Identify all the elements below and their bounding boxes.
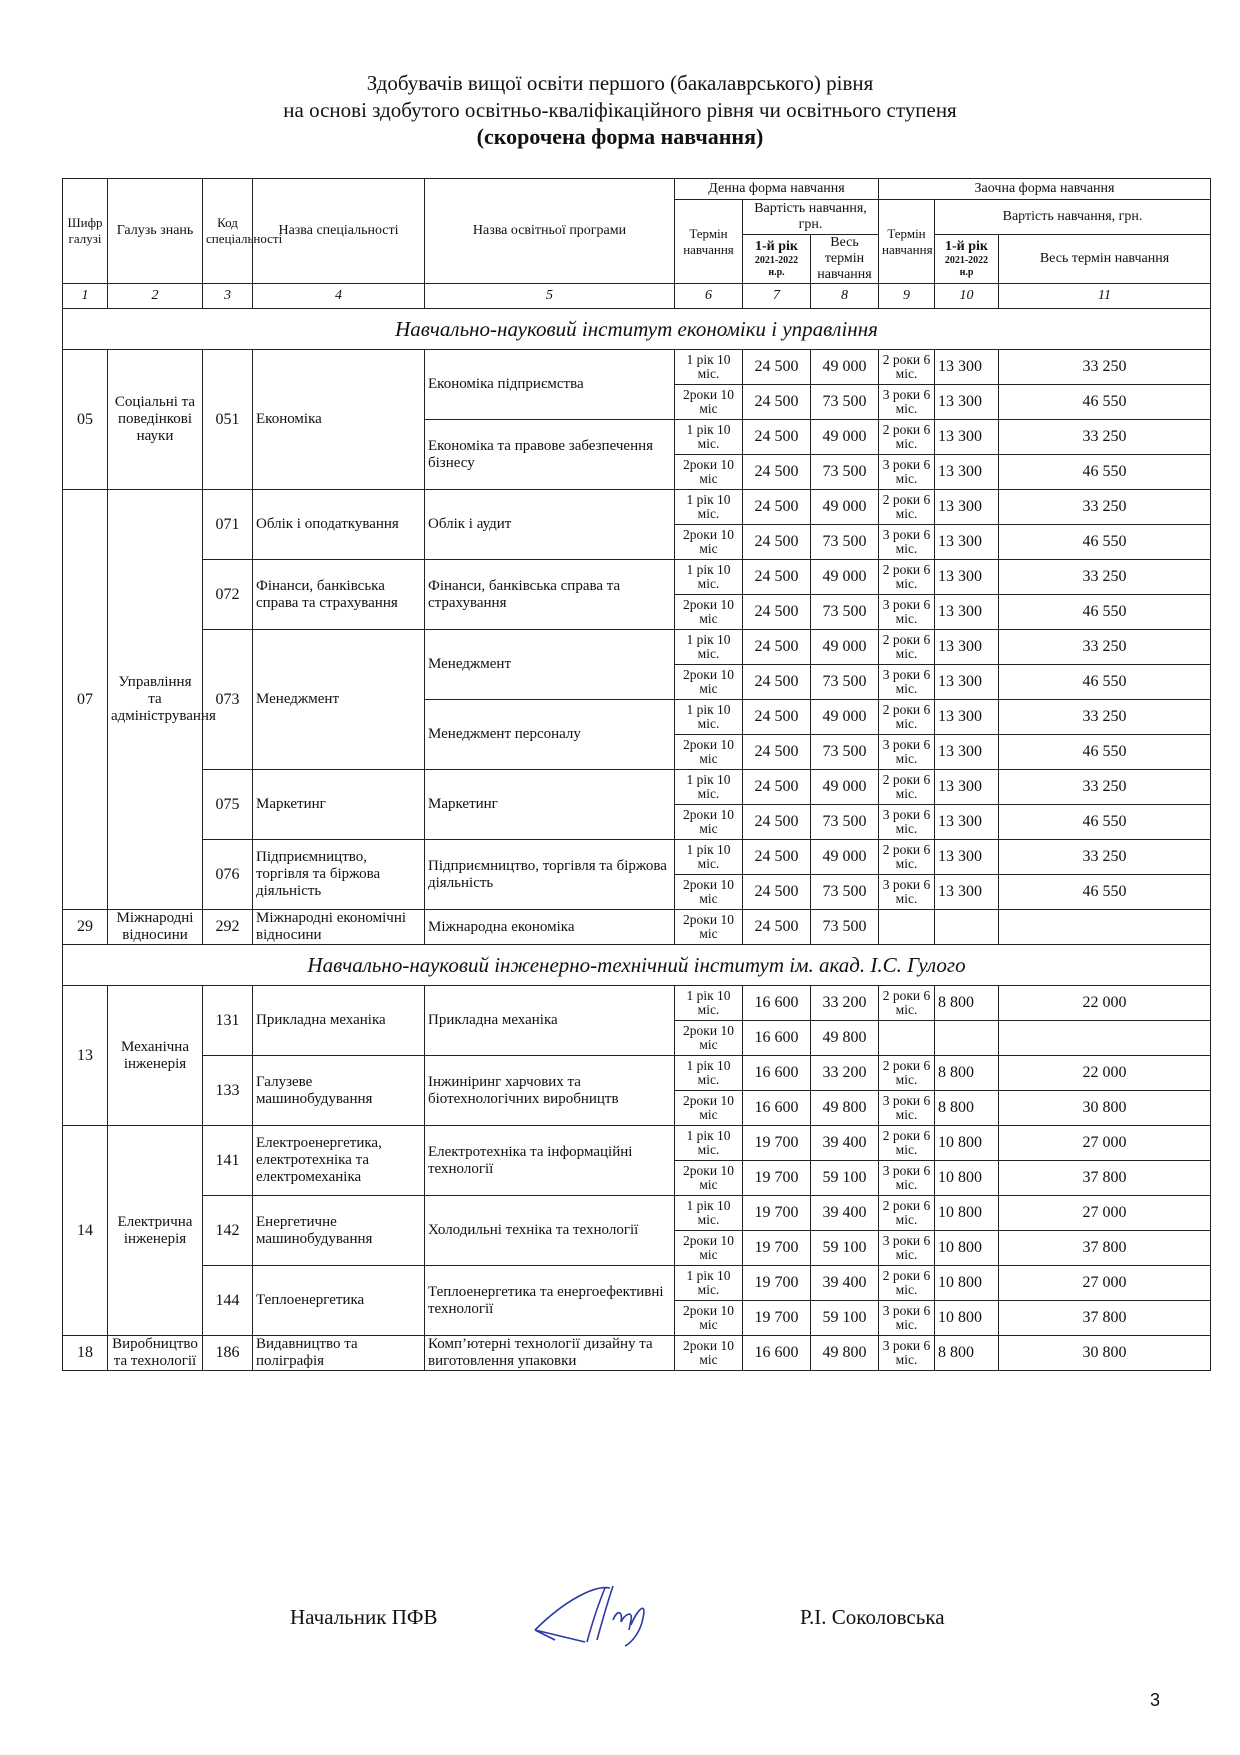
ext-full-cost: 27 000 xyxy=(999,1126,1211,1161)
field-code: 18 xyxy=(63,1336,108,1371)
ext-first-year-cost: 10 800 xyxy=(935,1231,999,1266)
field-name: Електрична інженерія xyxy=(108,1126,203,1336)
ext-term: 2 роки 6 міс. xyxy=(879,560,935,595)
day-first-year-cost: 19 700 xyxy=(743,1266,811,1301)
day-term: 1 рік 10 міс. xyxy=(675,1126,743,1161)
day-full-cost: 49 800 xyxy=(811,1336,879,1371)
day-full-cost: 73 500 xyxy=(811,735,879,770)
table-row xyxy=(63,1336,1211,1371)
doc-title-line2: на основі здобутого освітньо-кваліфікаційного рівня чи освітнього ступеня xyxy=(283,98,957,122)
col-spec-code: Код спеціальності xyxy=(203,179,253,284)
col-day-first-year: 1-й рік 2021-2022 н.р. xyxy=(743,235,811,284)
col-extramural-form: Заочна форма навчання xyxy=(879,179,1211,200)
col-ext-first-year: 1-й рік 2021-2022 н.р xyxy=(935,235,999,284)
ext-full-cost: 37 800 xyxy=(999,1231,1211,1266)
specialty-code: 072 xyxy=(203,560,253,630)
day-first-year-cost: 24 500 xyxy=(743,770,811,805)
day-term: 2роки 10 міс xyxy=(675,525,743,560)
day-first-year-cost: 24 500 xyxy=(743,910,811,945)
ext-term: 3 роки 6 міс. xyxy=(879,875,935,910)
ext-term: 2 роки 6 міс. xyxy=(879,1056,935,1091)
day-term: 1 рік 10 міс. xyxy=(675,560,743,595)
field-code: 29 xyxy=(63,910,108,945)
ext-full-cost: 33 250 xyxy=(999,840,1211,875)
table-row xyxy=(63,1196,1211,1231)
day-full-cost: 59 100 xyxy=(811,1231,879,1266)
program-name: Прикладна механіка xyxy=(425,986,675,1056)
day-first-year-cost: 24 500 xyxy=(743,385,811,420)
day-first-year-cost: 24 500 xyxy=(743,665,811,700)
tuition-table xyxy=(62,178,1211,1371)
specialty-name: Прикладна механіка xyxy=(253,986,425,1056)
program-name: Маркетинг xyxy=(425,770,675,840)
day-full-cost: 73 500 xyxy=(811,595,879,630)
specialty-name: Електроенергетика, електротехніка та електромеханіка xyxy=(253,1126,425,1196)
ext-full-cost: 46 550 xyxy=(999,805,1211,840)
col-ext-full-term: Весь термін навчання xyxy=(999,235,1211,284)
day-full-cost: 33 200 xyxy=(811,986,879,1021)
program-name: Холодильні техніка та технології xyxy=(425,1196,675,1266)
table-row xyxy=(63,1126,1211,1161)
day-term: 2роки 10 міс xyxy=(675,910,743,945)
ext-full-cost: 33 250 xyxy=(999,560,1211,595)
ext-term: 2 роки 6 міс. xyxy=(879,350,935,385)
day-first-year-cost: 24 500 xyxy=(743,455,811,490)
day-first-year-cost: 24 500 xyxy=(743,840,811,875)
day-term: 2роки 10 міс xyxy=(675,735,743,770)
ext-term: 3 роки 6 міс. xyxy=(879,805,935,840)
ext-term: 2 роки 6 міс. xyxy=(879,700,935,735)
specialty-code: 292 xyxy=(203,910,253,945)
ext-first-year-cost: 8 800 xyxy=(935,986,999,1021)
program-name: Комп’ютерні технології дизайну та виготовлення упаковки xyxy=(425,1336,675,1371)
day-full-cost: 39 400 xyxy=(811,1266,879,1301)
ext-first-year-cost: 13 300 xyxy=(935,420,999,455)
day-first-year-cost: 24 500 xyxy=(743,700,811,735)
ext-full-cost: 27 000 xyxy=(999,1266,1211,1301)
col-day-cost: Вартість навчання, грн. xyxy=(743,200,879,235)
ext-first-year-cost: 10 800 xyxy=(935,1266,999,1301)
day-first-year-cost: 24 500 xyxy=(743,805,811,840)
ext-first-year-cost: 13 300 xyxy=(935,875,999,910)
day-full-cost: 39 400 xyxy=(811,1196,879,1231)
table-row xyxy=(63,490,1211,525)
day-full-cost: 59 100 xyxy=(811,1301,879,1336)
specialty-name: Менеджмент xyxy=(253,630,425,770)
day-first-year-cost: 16 600 xyxy=(743,1336,811,1371)
specialty-code: 186 xyxy=(203,1336,253,1371)
day-first-year-cost: 16 600 xyxy=(743,1091,811,1126)
day-full-cost: 39 400 xyxy=(811,1126,879,1161)
col-day-form: Денна форма навчання xyxy=(675,179,879,200)
day-first-year-cost: 24 500 xyxy=(743,875,811,910)
institute-row xyxy=(63,945,1211,986)
ext-first-year-cost xyxy=(935,1021,999,1056)
specialty-code: 144 xyxy=(203,1266,253,1336)
ext-full-cost xyxy=(999,1021,1211,1056)
program-name: Менеджмент xyxy=(425,630,675,700)
day-term: 1 рік 10 міс. xyxy=(675,1196,743,1231)
col-ext-cost: Вартість навчання, грн. xyxy=(935,200,1211,235)
ext-full-cost: 33 250 xyxy=(999,770,1211,805)
ext-full-cost: 30 800 xyxy=(999,1091,1211,1126)
col-ext-term: Термін навчання xyxy=(879,200,935,284)
table-row xyxy=(63,910,1211,945)
ext-first-year-cost: 8 800 xyxy=(935,1091,999,1126)
day-first-year-cost: 19 700 xyxy=(743,1126,811,1161)
table-body xyxy=(63,309,1211,1371)
table-header xyxy=(63,179,1211,309)
ext-full-cost: 46 550 xyxy=(999,875,1211,910)
ext-first-year-cost: 13 300 xyxy=(935,560,999,595)
col-field-name: Галузь знань xyxy=(108,179,203,284)
col-day-term: Термін навчання xyxy=(675,200,743,284)
day-first-year-cost: 16 600 xyxy=(743,1021,811,1056)
ext-first-year-cost: 10 800 xyxy=(935,1301,999,1336)
table-row xyxy=(63,986,1211,1021)
ext-term: 2 роки 6 міс. xyxy=(879,490,935,525)
ext-first-year-cost: 13 300 xyxy=(935,525,999,560)
day-first-year-cost: 16 600 xyxy=(743,986,811,1021)
ext-first-year-cost: 10 800 xyxy=(935,1161,999,1196)
ext-full-cost: 33 250 xyxy=(999,420,1211,455)
day-term: 2роки 10 міс xyxy=(675,595,743,630)
day-first-year-cost: 19 700 xyxy=(743,1196,811,1231)
ext-first-year-cost: 13 300 xyxy=(935,490,999,525)
day-term: 2роки 10 міс xyxy=(675,455,743,490)
ext-term: 3 роки 6 міс. xyxy=(879,735,935,770)
day-term: 2роки 10 міс xyxy=(675,665,743,700)
day-term: 1 рік 10 міс. xyxy=(675,986,743,1021)
day-first-year-cost: 24 500 xyxy=(743,525,811,560)
ext-full-cost: 33 250 xyxy=(999,350,1211,385)
ext-full-cost: 46 550 xyxy=(999,595,1211,630)
specialty-name: Фінанси, банківська справа та страхування xyxy=(253,560,425,630)
program-name: Інжиніринг харчових та біотехнологічних виробництв xyxy=(425,1056,675,1126)
specialty-name: Галузеве машинобудування xyxy=(253,1056,425,1126)
day-full-cost: 49 000 xyxy=(811,630,879,665)
day-first-year-cost: 24 500 xyxy=(743,630,811,665)
institute-name: Навчально-науковий інститут економіки і управління xyxy=(63,309,1211,350)
day-full-cost: 73 500 xyxy=(811,525,879,560)
day-term: 2роки 10 міс xyxy=(675,385,743,420)
day-first-year-cost: 24 500 xyxy=(743,560,811,595)
ext-full-cost: 46 550 xyxy=(999,525,1211,560)
ext-term: 3 роки 6 міс. xyxy=(879,1161,935,1196)
ext-first-year-cost: 8 800 xyxy=(935,1056,999,1091)
specialty-code: 133 xyxy=(203,1056,253,1126)
ext-full-cost: 46 550 xyxy=(999,735,1211,770)
day-full-cost: 49 800 xyxy=(811,1021,879,1056)
ext-term: 2 роки 6 міс. xyxy=(879,420,935,455)
ext-first-year-cost: 13 300 xyxy=(935,630,999,665)
day-term: 2роки 10 міс xyxy=(675,1091,743,1126)
day-term: 2роки 10 міс xyxy=(675,875,743,910)
specialty-name: Економіка xyxy=(253,350,425,490)
ext-full-cost: 33 250 xyxy=(999,630,1211,665)
ext-first-year-cost: 13 300 xyxy=(935,385,999,420)
specialty-code: 141 xyxy=(203,1126,253,1196)
ext-first-year-cost: 8 800 xyxy=(935,1336,999,1371)
program-name: Облік і аудит xyxy=(425,490,675,560)
day-full-cost: 73 500 xyxy=(811,665,879,700)
ext-full-cost: 33 250 xyxy=(999,700,1211,735)
page-number: 3 xyxy=(1150,1690,1161,1710)
ext-first-year-cost: 10 800 xyxy=(935,1126,999,1161)
ext-term: 3 роки 6 міс. xyxy=(879,1231,935,1266)
specialty-name: Маркетинг xyxy=(253,770,425,840)
field-code: 07 xyxy=(63,490,108,910)
ext-term: 2 роки 6 міс. xyxy=(879,840,935,875)
institute-row xyxy=(63,309,1211,350)
specialty-code: 073 xyxy=(203,630,253,770)
day-term: 1 рік 10 міс. xyxy=(675,630,743,665)
day-full-cost: 49 000 xyxy=(811,840,879,875)
table-row xyxy=(63,1266,1211,1301)
ext-first-year-cost: 13 300 xyxy=(935,840,999,875)
day-full-cost: 49 000 xyxy=(811,700,879,735)
program-name: Менеджмент персоналу xyxy=(425,700,675,770)
table-row xyxy=(63,840,1211,875)
day-term: 1 рік 10 міс. xyxy=(675,420,743,455)
field-name: Управління та адміністрування xyxy=(108,490,203,910)
program-name: Економіка підприємства xyxy=(425,350,675,420)
ext-full-cost: 46 550 xyxy=(999,665,1211,700)
doc-title-line3: (скорочена форма навчання) xyxy=(476,124,764,149)
specialty-name: Теплоенергетика xyxy=(253,1266,425,1336)
ext-term: 3 роки 6 міс. xyxy=(879,1336,935,1371)
specialty-name: Видавництво та поліграфія xyxy=(253,1336,425,1371)
program-name: Електротехніка та інформаційні технології xyxy=(425,1126,675,1196)
day-term: 2роки 10 міс xyxy=(675,805,743,840)
program-name: Підприємництво, торгівля та біржова діяльність xyxy=(425,840,675,910)
table-row xyxy=(63,630,1211,665)
ext-first-year-cost: 13 300 xyxy=(935,350,999,385)
institute-name: Навчально-науковий інженерно-технічний інститут ім. акад. І.С. Гулого xyxy=(63,945,1211,986)
day-term: 1 рік 10 міс. xyxy=(675,840,743,875)
table-row xyxy=(63,560,1211,595)
ext-full-cost: 46 550 xyxy=(999,385,1211,420)
column-numbers-row: 1 2 3 4 5 6 7 8 9 10 11 xyxy=(63,284,1211,309)
day-term: 2роки 10 міс xyxy=(675,1336,743,1371)
field-name: Виробництво та технології xyxy=(108,1336,203,1371)
field-code: 13 xyxy=(63,986,108,1126)
day-full-cost: 33 200 xyxy=(811,1056,879,1091)
ext-full-cost: 30 800 xyxy=(999,1336,1211,1371)
ext-term: 2 роки 6 міс. xyxy=(879,986,935,1021)
ext-first-year-cost: 13 300 xyxy=(935,770,999,805)
col-program-name: Назва освітньої програми xyxy=(425,179,675,284)
day-first-year-cost: 24 500 xyxy=(743,735,811,770)
day-full-cost: 73 500 xyxy=(811,875,879,910)
ext-term: 2 роки 6 міс. xyxy=(879,1126,935,1161)
day-term: 2роки 10 міс xyxy=(675,1231,743,1266)
day-full-cost: 49 000 xyxy=(811,560,879,595)
col-field-code: Шифр галузі xyxy=(63,179,108,284)
ext-full-cost: 46 550 xyxy=(999,455,1211,490)
specialty-name: Підприємництво, торгівля та біржова діяльність xyxy=(253,840,425,910)
day-full-cost: 73 500 xyxy=(811,805,879,840)
field-name: Соціальні та поведінкові науки xyxy=(108,350,203,490)
ext-full-cost: 37 800 xyxy=(999,1161,1211,1196)
signature-icon xyxy=(525,1580,665,1650)
col-day-full-term: Весь термін навчання xyxy=(811,235,879,284)
signatory-name: Р.І. Соколовська xyxy=(800,1605,945,1629)
ext-full-cost: 22 000 xyxy=(999,986,1211,1021)
specialty-name: Облік і оподаткування xyxy=(253,490,425,560)
position-title: Начальник ПФВ xyxy=(290,1605,438,1629)
day-term: 1 рік 10 міс. xyxy=(675,700,743,735)
specialty-name: Міжнародні економічні відносини xyxy=(253,910,425,945)
ext-full-cost: 37 800 xyxy=(999,1301,1211,1336)
ext-first-year-cost: 10 800 xyxy=(935,1196,999,1231)
day-first-year-cost: 16 600 xyxy=(743,1056,811,1091)
day-term: 1 рік 10 міс. xyxy=(675,1056,743,1091)
day-full-cost: 49 000 xyxy=(811,770,879,805)
specialty-code: 131 xyxy=(203,986,253,1056)
ext-first-year-cost: 13 300 xyxy=(935,665,999,700)
day-first-year-cost: 19 700 xyxy=(743,1161,811,1196)
ext-term: 3 роки 6 міс. xyxy=(879,1091,935,1126)
ext-term: 2 роки 6 міс. xyxy=(879,1196,935,1231)
day-term: 1 рік 10 міс. xyxy=(675,350,743,385)
ext-term: 3 роки 6 міс. xyxy=(879,665,935,700)
ext-first-year-cost: 13 300 xyxy=(935,700,999,735)
ext-full-cost: 22 000 xyxy=(999,1056,1211,1091)
specialty-code: 075 xyxy=(203,770,253,840)
day-term: 2роки 10 міс xyxy=(675,1161,743,1196)
ext-full-cost xyxy=(999,910,1211,945)
day-full-cost: 73 500 xyxy=(811,910,879,945)
day-full-cost: 49 800 xyxy=(811,1091,879,1126)
day-first-year-cost: 24 500 xyxy=(743,420,811,455)
ext-term: 3 роки 6 міс. xyxy=(879,525,935,560)
ext-first-year-cost xyxy=(935,910,999,945)
day-full-cost: 49 000 xyxy=(811,350,879,385)
day-full-cost: 73 500 xyxy=(811,385,879,420)
field-code: 14 xyxy=(63,1126,108,1336)
day-term: 2роки 10 міс xyxy=(675,1021,743,1056)
day-term: 1 рік 10 міс. xyxy=(675,490,743,525)
ext-term xyxy=(879,1021,935,1056)
field-name: Механічна інженерія xyxy=(108,986,203,1126)
table-row xyxy=(63,1056,1211,1091)
day-first-year-cost: 24 500 xyxy=(743,490,811,525)
program-name: Фінанси, банківська справа та страхування xyxy=(425,560,675,630)
ext-term: 3 роки 6 міс. xyxy=(879,455,935,490)
ext-term: 2 роки 6 міс. xyxy=(879,1266,935,1301)
field-code: 05 xyxy=(63,350,108,490)
ext-first-year-cost: 13 300 xyxy=(935,805,999,840)
program-name: Теплоенергетика та енергоефективні технології xyxy=(425,1266,675,1336)
day-term: 1 рік 10 міс. xyxy=(675,770,743,805)
ext-first-year-cost: 13 300 xyxy=(935,735,999,770)
program-name: Міжнародна економіка xyxy=(425,910,675,945)
day-full-cost: 49 000 xyxy=(811,420,879,455)
specialty-code: 076 xyxy=(203,840,253,910)
ext-first-year-cost: 13 300 xyxy=(935,455,999,490)
table-row xyxy=(63,350,1211,385)
ext-first-year-cost: 13 300 xyxy=(935,595,999,630)
ext-full-cost: 27 000 xyxy=(999,1196,1211,1231)
col-spec-name: Назва спеціальності xyxy=(253,179,425,284)
specialty-code: 071 xyxy=(203,490,253,560)
ext-full-cost: 33 250 xyxy=(999,490,1211,525)
table-row xyxy=(63,770,1211,805)
doc-title-line1: Здобувачів вищої освіти першого (бакалаврського) рівня xyxy=(366,71,874,95)
specialty-code: 142 xyxy=(203,1196,253,1266)
day-full-cost: 73 500 xyxy=(811,455,879,490)
field-name: Міжнародні відносини xyxy=(108,910,203,945)
specialty-code: 051 xyxy=(203,350,253,490)
ext-term: 3 роки 6 міс. xyxy=(879,1301,935,1336)
day-first-year-cost: 24 500 xyxy=(743,595,811,630)
ext-term xyxy=(879,910,935,945)
ext-term: 2 роки 6 міс. xyxy=(879,770,935,805)
program-name: Економіка та правове забезпечення бізнесу xyxy=(425,420,675,490)
ext-term: 3 роки 6 міс. xyxy=(879,385,935,420)
day-full-cost: 49 000 xyxy=(811,490,879,525)
specialty-name: Енергетичне машинобудування xyxy=(253,1196,425,1266)
ext-term: 3 роки 6 міс. xyxy=(879,595,935,630)
day-term: 2роки 10 міс xyxy=(675,1301,743,1336)
day-term: 1 рік 10 міс. xyxy=(675,1266,743,1301)
day-full-cost: 59 100 xyxy=(811,1161,879,1196)
ext-term: 2 роки 6 міс. xyxy=(879,630,935,665)
day-first-year-cost: 24 500 xyxy=(743,350,811,385)
day-first-year-cost: 19 700 xyxy=(743,1231,811,1266)
day-first-year-cost: 19 700 xyxy=(743,1301,811,1336)
